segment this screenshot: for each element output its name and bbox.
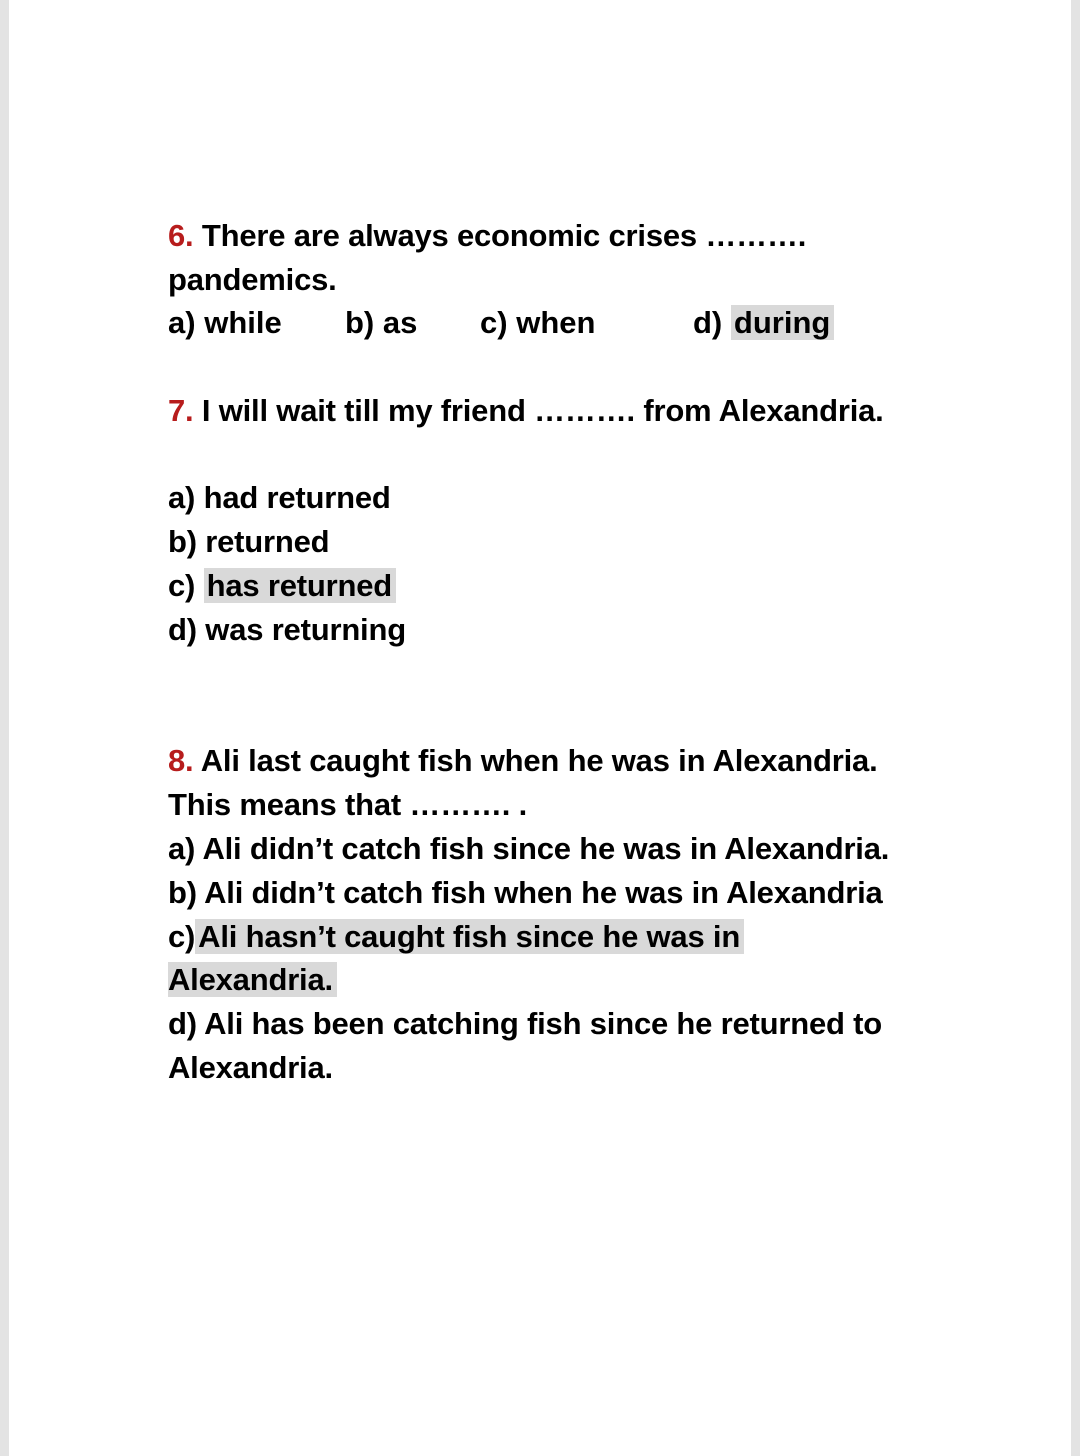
q6-stem-line1 <box>168 216 806 256</box>
q6-option-a-label: a) <box>168 305 196 340</box>
q6-option-b-label: b) <box>345 305 375 340</box>
q7-option-a-text: had returned <box>203 480 391 515</box>
page-edge-right <box>1071 0 1080 1456</box>
q8-option-d-line1[interactable] <box>168 1004 882 1044</box>
q6-stem-line2: pandemics. <box>168 262 337 297</box>
page-edge-left <box>0 0 9 1456</box>
q7-option-a-label: a) <box>168 480 196 515</box>
q8-option-a-label: a) <box>168 831 196 866</box>
q7-stem-text: I will wait till my friend ………. from Alexandria. <box>201 393 884 428</box>
q7-option-c[interactable] <box>168 566 396 606</box>
q8-option-a[interactable] <box>168 829 889 869</box>
q7-option-b-text: returned <box>205 524 330 559</box>
q7-option-a[interactable] <box>168 478 391 518</box>
q8-option-d-label: d) <box>168 1006 197 1041</box>
q6-option-b-text: as <box>382 305 418 340</box>
q6-option-c-label: c) <box>480 305 508 340</box>
q6-option-d[interactable] <box>693 303 834 343</box>
q6-option-c[interactable] <box>480 303 595 343</box>
q7-option-d[interactable] <box>168 610 406 650</box>
q8-option-a-text: Ali didn’t catch fish since he was in Alexandria. <box>202 831 890 866</box>
q8-option-b-label: b) <box>168 875 197 910</box>
q7-option-c-text-highlighted: has returned <box>204 568 396 603</box>
q6-option-a[interactable] <box>168 303 282 343</box>
q8-option-c-text-continued: Alexandria. <box>168 962 337 997</box>
q8-option-b[interactable] <box>168 873 883 913</box>
q8-option-c-label: c) <box>168 919 196 954</box>
q8-option-c-text-highlighted: Ali hasn’t caught fish since he was in <box>195 919 744 954</box>
q8-option-c-line2[interactable] <box>168 960 337 1000</box>
q8-stem-text: Ali last caught fish when he was in Alexandria. <box>200 743 878 778</box>
q6-option-d-text-highlighted: during <box>731 305 834 340</box>
q7-stem <box>168 391 884 431</box>
q8-stem-line1 <box>168 741 878 781</box>
q8-option-d-text: Ali has been catching fish since he returned to <box>204 1006 883 1041</box>
q6-option-b[interactable] <box>345 303 417 343</box>
q8-stem-line2: This means that ………. . <box>168 787 528 822</box>
q7-number: 7. <box>168 393 194 428</box>
q7-option-d-label: d) <box>168 612 197 647</box>
q7-option-b[interactable] <box>168 522 329 562</box>
q7-option-b-label: b) <box>168 524 197 559</box>
q6-option-a-text: while <box>204 305 282 340</box>
q7-option-d-text: was returning <box>205 612 406 647</box>
q6-option-d-label: d) <box>693 305 723 340</box>
q8-option-d-line2[interactable]: Alexandria. <box>168 1050 333 1085</box>
q6-option-c-text: when <box>516 305 596 340</box>
q8-option-c-line1[interactable] <box>168 917 744 957</box>
q8-number: 8. <box>168 743 194 778</box>
q7-option-c-label: c) <box>168 568 196 603</box>
q6-options <box>168 303 848 343</box>
q6-number: 6. <box>168 218 194 253</box>
q8-option-b-text: Ali didn’t catch fish when he was in Alexandria <box>204 875 883 910</box>
q6-stem-text: There are always economic crises ………. <box>201 218 807 253</box>
